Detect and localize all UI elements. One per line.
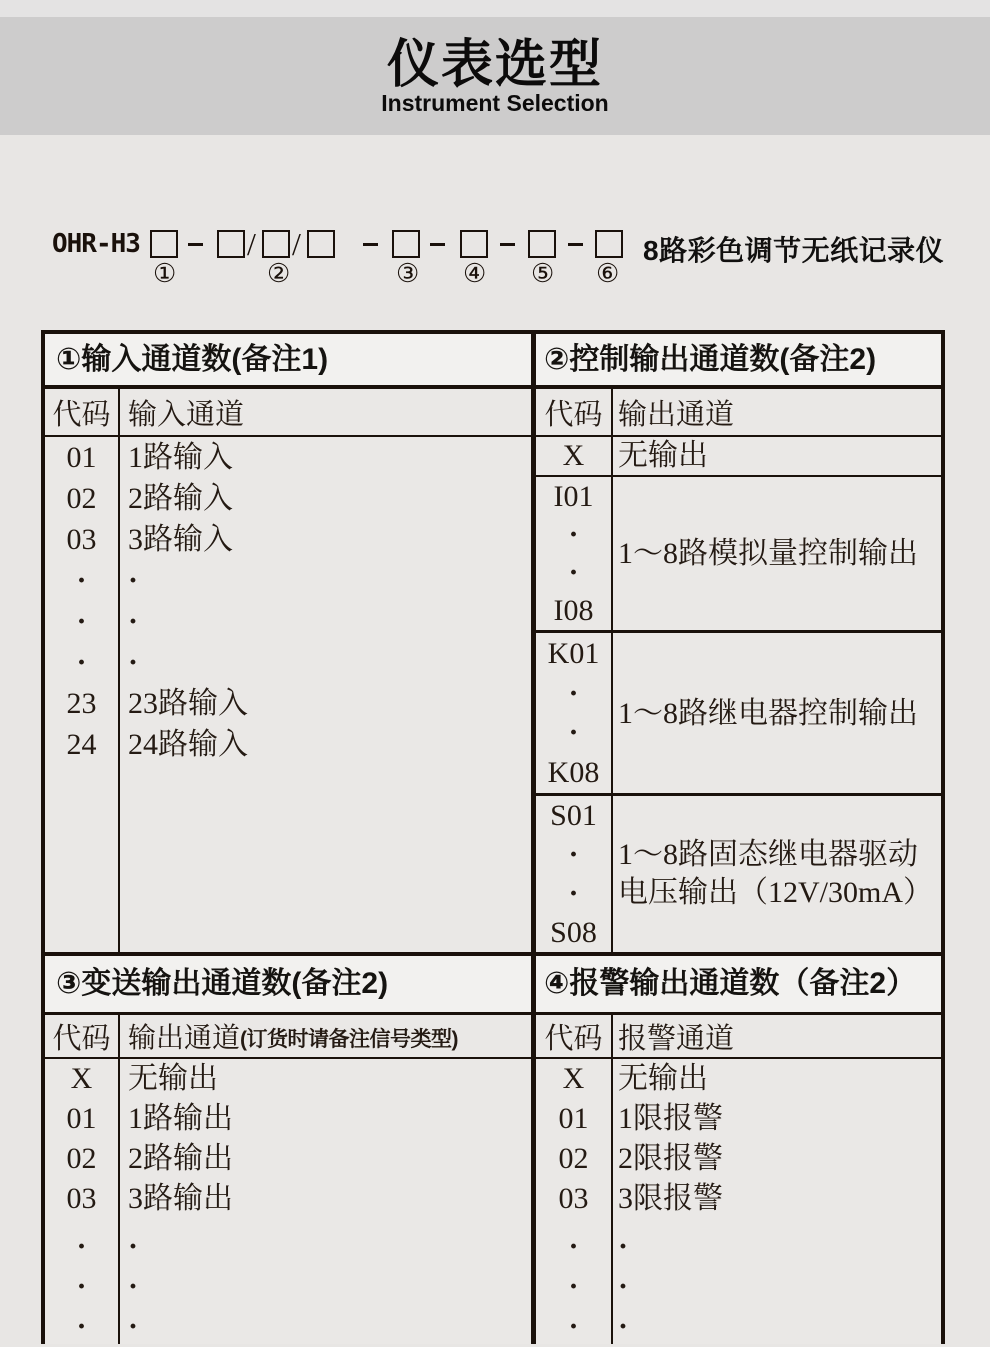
dash-separator [188, 243, 203, 246]
divider [611, 1015, 613, 1344]
ellipsis-dot: · [568, 556, 579, 589]
section2-group3-desc: 1～8路继电器控制输出 [618, 696, 918, 730]
value-cell: 无输出 [128, 1062, 218, 1095]
slot-number-4: ④ [463, 259, 487, 288]
divider [536, 630, 941, 633]
ellipsis-dot: · [568, 676, 579, 710]
section1-code-column [45, 437, 118, 765]
code-cell: 03 [558, 1182, 589, 1215]
value-cell: 2限报警 [618, 1142, 723, 1175]
model-box-8 [595, 230, 623, 258]
value-cell: 2路输入 [128, 482, 233, 515]
value-cell: 23路输入 [128, 687, 248, 720]
section4-code-column [536, 1059, 611, 1347]
ellipsis-dot: · [76, 646, 87, 679]
dash-separator [363, 243, 378, 246]
code-cell: 01 [558, 1102, 589, 1135]
slot-number-6: ⑥ [596, 259, 620, 288]
divider [536, 475, 941, 477]
ellipsis-dot: · [76, 1230, 87, 1263]
ellipsis-dot: · [128, 646, 139, 679]
value-cell: 1限报警 [618, 1102, 723, 1135]
code-cell: 02 [66, 482, 97, 515]
section3-value-header-text: 输出通道 [128, 1023, 241, 1054]
section1-title: ①输入通道数(备注1) [56, 343, 329, 376]
code-cell: S08 [550, 915, 597, 949]
model-box-2 [217, 230, 245, 258]
section1-header [45, 334, 531, 385]
value-cell: 1路输出 [128, 1102, 233, 1135]
section4-code-header: 代码 [544, 1022, 603, 1055]
slot-number-1: ① [153, 259, 177, 288]
section2-group4-desc [618, 796, 933, 952]
value-cell: 1路输入 [128, 441, 233, 474]
section3-header [45, 956, 531, 1012]
code-cell: 24 [66, 728, 97, 761]
value-cell: 3路输入 [128, 523, 233, 556]
section1-code-header: 代码 [52, 398, 111, 431]
code-cell: X [562, 1062, 585, 1095]
code-cell: 02 [558, 1142, 589, 1175]
ellipsis-dot: · [568, 716, 579, 750]
value-cell: 2路输出 [128, 1142, 233, 1175]
selection-table [41, 330, 945, 1344]
section3-title: ③变送输出通道数(备注2) [56, 967, 389, 1000]
section2-group2-desc: 1～8路模拟量控制输出 [618, 537, 918, 570]
code-cell: 01 [66, 441, 97, 474]
desc-line: 1～8路固态继电器驱动 [618, 838, 918, 871]
section4-value-header: 报警通道 [618, 1022, 735, 1055]
section3-value-header [128, 1015, 458, 1057]
code-cell: 03 [66, 1182, 97, 1215]
section2-group1-desc: 无输出 [618, 439, 708, 472]
code-cell: I01 [553, 480, 594, 513]
section2-value-header: 输出通道 [618, 398, 735, 431]
page-title: 仪表选型 [386, 36, 603, 94]
model-box-6 [460, 230, 488, 258]
model-box-1 [150, 230, 178, 258]
section2-header [536, 334, 941, 385]
slot-number-5: ⑤ [531, 259, 555, 288]
ellipsis-dot: · [568, 876, 579, 910]
section2-title: ②控制输出通道数(备注2) [544, 343, 877, 376]
ellipsis-dot: · [618, 1310, 629, 1343]
divider [611, 389, 613, 952]
code-cell: I08 [553, 594, 594, 627]
model-box-7 [528, 230, 556, 258]
desc-line: 电压输出（12V/30mA） [618, 876, 933, 909]
ellipsis-dot: · [128, 1230, 139, 1263]
title-banner [0, 17, 990, 135]
ellipsis-dot: · [618, 1270, 629, 1303]
model-box-3 [262, 230, 290, 258]
value-cell: 3路输出 [128, 1182, 233, 1215]
section3-value-header-note: (订货时请备注信号类型) [240, 1027, 459, 1051]
value-cell: 无输出 [618, 1062, 708, 1095]
code-cell: 03 [66, 523, 97, 556]
code-cell: 02 [66, 1142, 97, 1175]
slash-separator: / [292, 226, 301, 262]
section1-value-column [128, 437, 248, 765]
section4-title: ④报警输出通道数（备注2） [544, 967, 917, 1000]
slot-number-3: ③ [396, 259, 420, 288]
section2-group3-codes [536, 634, 611, 793]
section3-value-column [128, 1059, 233, 1347]
dash-separator [568, 243, 583, 246]
ellipsis-dot: · [128, 1310, 139, 1343]
ellipsis-dot: · [128, 564, 139, 597]
divider [118, 389, 120, 952]
code-cell: S01 [550, 798, 597, 832]
code-cell: 23 [66, 687, 97, 720]
code-cell: K08 [547, 756, 600, 790]
section3-code-header: 代码 [52, 1022, 111, 1055]
section3-code-column [45, 1059, 118, 1347]
model-description: 8路彩色调节无纸记录仪 [643, 235, 945, 266]
page-subtitle: Instrument Selection [381, 90, 609, 116]
section4-header [536, 956, 941, 1012]
ellipsis-dot: · [568, 518, 579, 551]
code-cell: 01 [66, 1102, 97, 1135]
code-cell: K01 [547, 636, 600, 670]
ellipsis-dot: · [568, 1230, 579, 1263]
dash-separator [430, 243, 445, 246]
model-box-4 [307, 230, 335, 258]
divider [45, 952, 941, 956]
code-cell: X [70, 1062, 93, 1095]
ellipsis-dot: · [76, 605, 87, 638]
ellipsis-dot: · [76, 564, 87, 597]
section2-group4-codes [536, 796, 611, 952]
ellipsis-dot: · [618, 1230, 629, 1263]
ellipsis-dot: · [76, 1270, 87, 1303]
ellipsis-dot: · [128, 1270, 139, 1303]
section4-value-column [618, 1059, 723, 1347]
section1-value-header: 输入通道 [128, 398, 245, 431]
top-strip [0, 0, 990, 17]
section2-code-header: 代码 [544, 398, 603, 431]
section2-group2-codes [536, 478, 611, 630]
ellipsis-dot: · [128, 605, 139, 638]
ellipsis-dot: · [76, 1310, 87, 1343]
ellipsis-dot: · [568, 837, 579, 871]
value-cell: 3限报警 [618, 1182, 723, 1215]
dash-separator [500, 243, 515, 246]
section2-group1-codes [536, 437, 611, 475]
model-box-5 [392, 230, 420, 258]
slot-number-2: ② [267, 259, 291, 288]
value-cell: 24路输入 [128, 728, 248, 761]
ellipsis-dot: · [568, 1270, 579, 1303]
code-cell: X [562, 439, 585, 472]
model-prefix: OHR-H3 [52, 229, 140, 259]
slash-separator: / [247, 226, 256, 262]
divider [118, 1015, 120, 1344]
ellipsis-dot: · [568, 1310, 579, 1343]
